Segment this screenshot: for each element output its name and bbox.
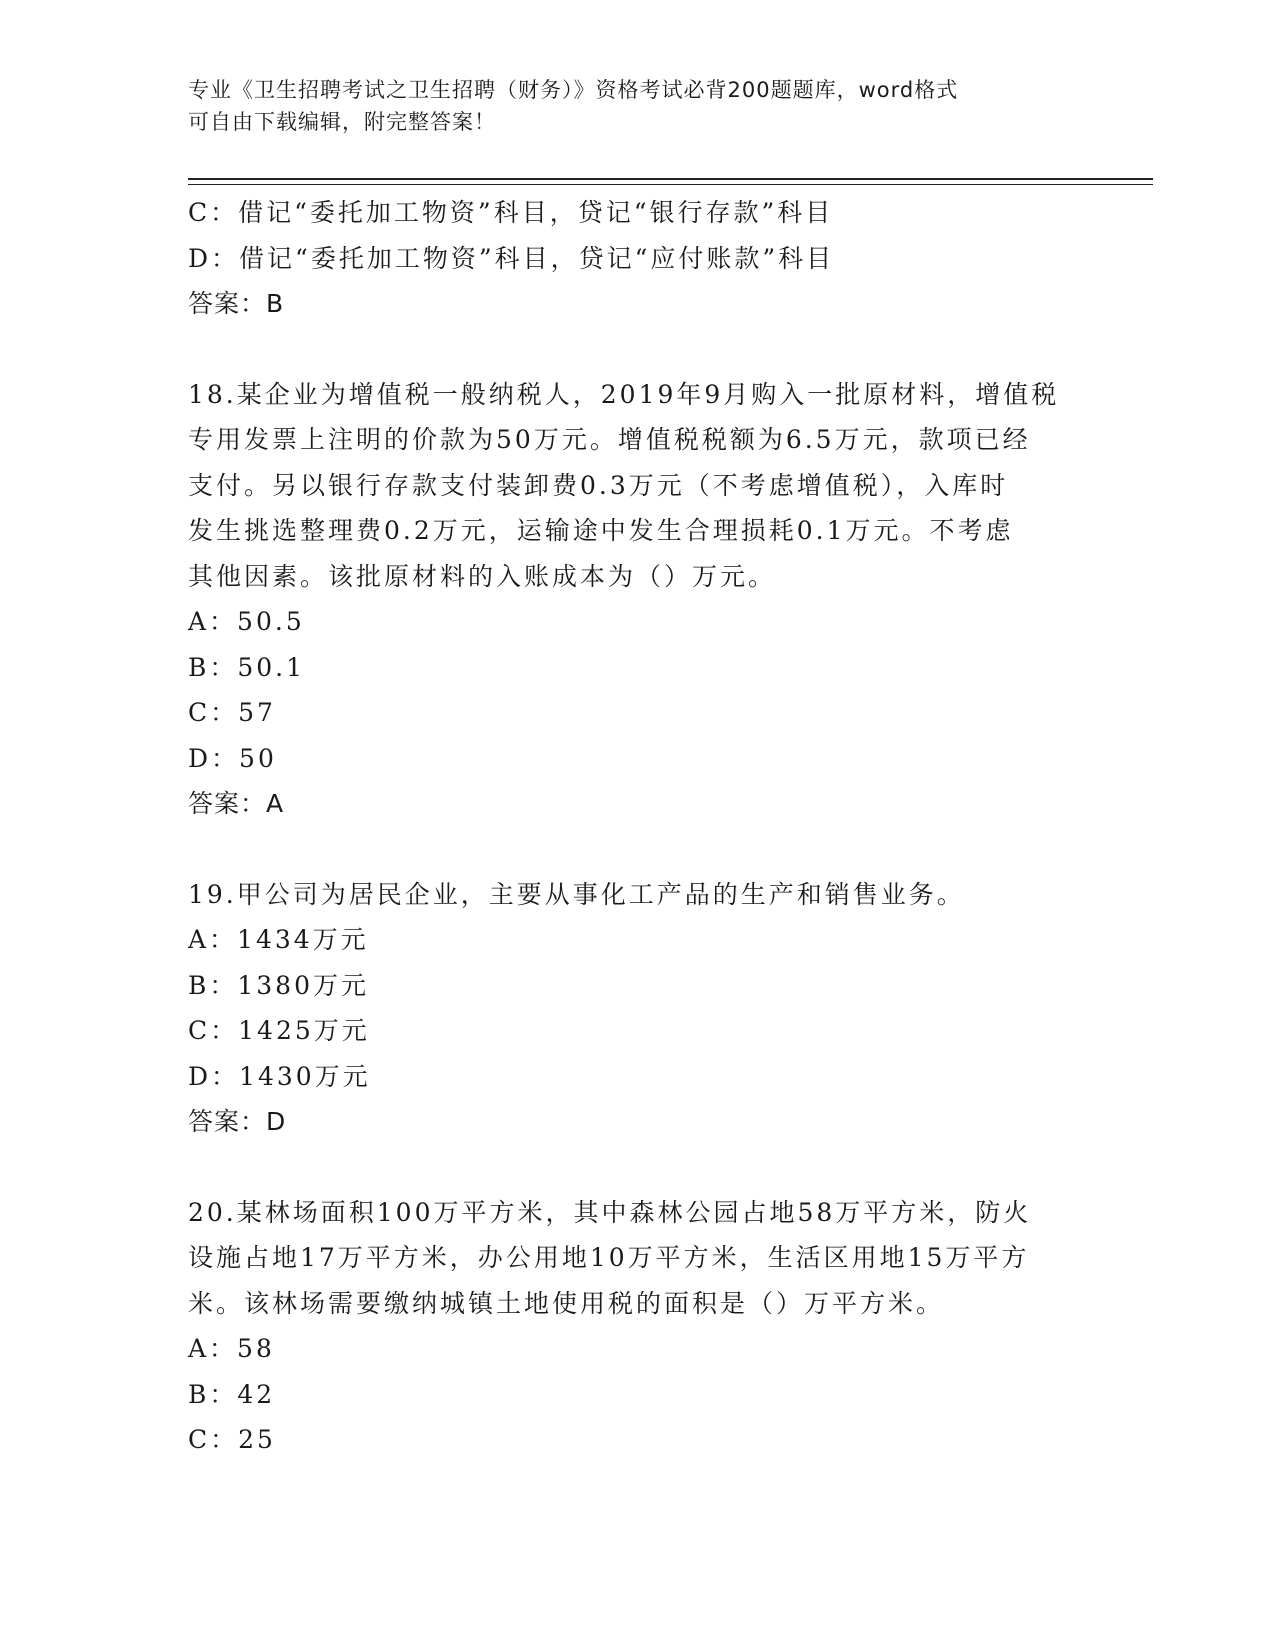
- header-title-line-1: 专业《卫生招聘考试之卫生招聘（财务）》资格考试必背200题题库，word格式: [188, 78, 959, 102]
- document-header: [188, 74, 1068, 138]
- option-c: C：借记“委托加工物资”科目，贷记“银行存款”科目: [188, 198, 834, 227]
- question-stem-line: 米。该林场需要缴纳城镇土地使用税的面积是（）万平方米。: [188, 1288, 945, 1318]
- question-20: [188, 1190, 1088, 1463]
- option-a: A：1434万元: [188, 925, 369, 954]
- question-stem-line: 其他因素。该批原材料的入账成本为（）万元。: [188, 561, 777, 591]
- question-17-continued: [188, 190, 1088, 327]
- question-stem-line: 20.某林场面积100万平方米，其中森林公园占地58万平方米，防火: [188, 1197, 1032, 1227]
- header-title-line-2: 可自由下载编辑，附完整答案！: [188, 110, 496, 134]
- option-b: B：1380万元: [188, 970, 369, 1000]
- option-d: D：50: [188, 743, 277, 773]
- spacer: [188, 327, 1088, 372]
- option-c: C：57: [188, 698, 276, 727]
- question-stem-line: 19.甲公司为居民企业，主要从事化工产品的生产和销售业务。: [188, 879, 965, 909]
- option-a: A：50.5: [188, 607, 305, 636]
- header-divider-thin: [188, 184, 1153, 185]
- answer-line: 答案：D: [188, 1107, 287, 1136]
- answer-line: 答案：A: [188, 789, 285, 818]
- question-stem-line: 支付。另以银行存款支付装卸费0.3万元（不考虑增值税），入库时: [188, 470, 1009, 500]
- question-stem-line: 发生挑选整理费0.2万元，运输途中发生合理损耗0.1万元。不考虑: [188, 516, 1014, 545]
- question-content: [188, 190, 1088, 1463]
- option-b: B：50.1: [188, 652, 306, 682]
- option-d: D：1430万元: [188, 1061, 371, 1091]
- question-19: [188, 872, 1088, 1145]
- question-18: [188, 372, 1088, 827]
- question-stem-line: 18.某企业为增值税一般纳税人，2019年9月购入一批原材料，增值税: [188, 379, 1060, 409]
- question-stem-line: 专用发票上注明的价款为50万元。增值税税额为6.5万元，款项已经: [188, 425, 1031, 454]
- spacer: [188, 1145, 1088, 1190]
- question-stem-line: 设施占地17万平方米，办公用地10万平方米，生活区用地15万平方: [188, 1243, 1030, 1272]
- option-a: A：58: [188, 1334, 275, 1363]
- option-c: C：25: [188, 1425, 276, 1454]
- header-divider-thick: [188, 178, 1153, 180]
- option-c: C：1425万元: [188, 1016, 370, 1045]
- option-b: B：42: [188, 1379, 276, 1409]
- option-d: D：借记“委托加工物资”科目，贷记“应付账款”科目: [188, 243, 835, 273]
- answer-line: 答案：B: [188, 289, 285, 318]
- spacer: [188, 827, 1088, 872]
